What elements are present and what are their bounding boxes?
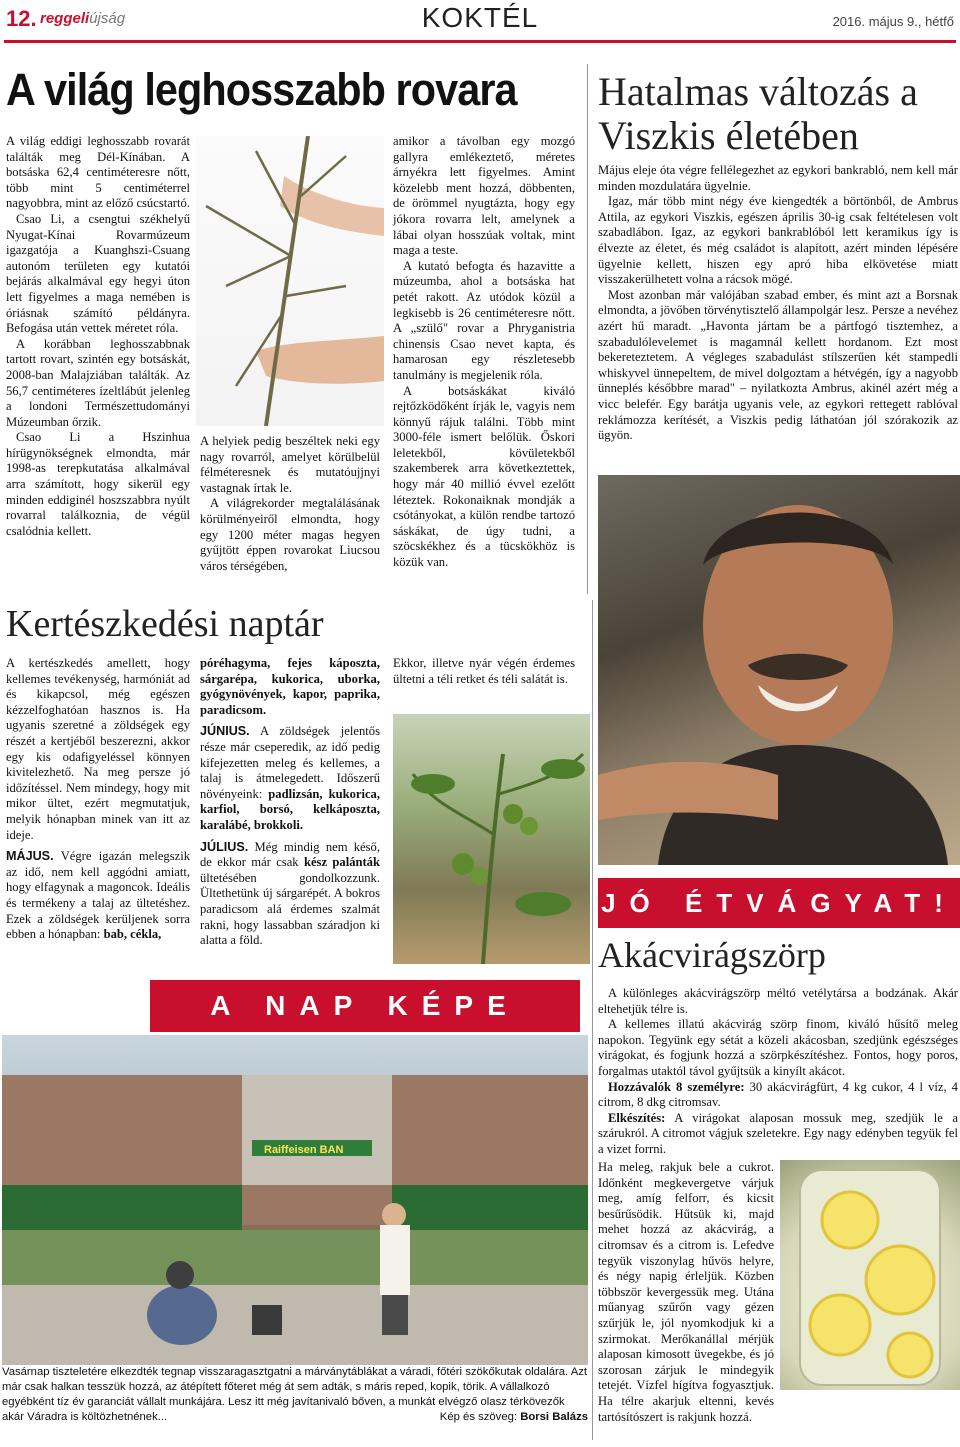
issue-date: 2016. május 9., hétfő — [832, 14, 954, 29]
garden-headline: Kertészkedési naptár — [6, 603, 324, 645]
insect-column-1 — [6, 134, 190, 539]
recipe-method — [598, 1111, 958, 1158]
method-continued: Ha meleg, rakjuk bele a cukrot. Időnként megkevergetve várjuk meg, amíg felforr, és kicsit besűrűsödik. Hűtsük ki, majd mehet hozzá az akácvirág, a citromsav és a citrom is. Lefedve tegyük viszonylag hűvös helyre, és négy napig érleljük. Közben többször kevergessük meg. Utána műanyag szűrőn vagy gézen szűrjük le, jól nyomkodjuk ki a szirmokat. Merőkanállal mérjük alaposan kimosott üvegekbe, és jó szorosan zárjuk le mindegyik tetejét. Vízfel hígítva fogyasztjuk. Ha télre akarjuk eltenni, kevés tartósítószert is rakjunk hozzá. — [598, 1160, 774, 1424]
viszkis-paragraph: Most azonban már valójában szabad ember, és mint azt a Borsnak elmondta, a jövőben törvénytisztelő állampolgár lesz. Persze a nevéhez azért hű maradt. „Havonta jártam be a pártfogó tisztemhez, a szabadulólevelemet is magamnál kellett hordanom. Ezt most bekereteztetem. A végleges szabadulást stílszerűen két stampedli whiskyvel ünnepeltem, de mivel dolgoztam a hétvégén, így a nagyobb ünneplés későbbre marad" – nyilatkozta Ambrus, akinél azért még a vicc belefér. Egy barátja ugyanis vele, az egykori rettegett rablóval reklámozza kerítését, a Viszkis pedig láthatóan jól szórakozik az ügyön. — [598, 287, 958, 443]
portrait-illustration — [598, 475, 960, 865]
recipe-text-top — [598, 986, 958, 1158]
bank-sign-text: Raiffeisen BAN — [264, 1144, 344, 1156]
square-illustration — [2, 1035, 588, 1365]
garden-july — [200, 840, 380, 949]
ingredients-list: 30 akácvirágfürt, 4 kg cukor, 4 l víz, 4 citrom, 8 dkg citromsav. — [598, 1079, 958, 1110]
viszkis-paragraph: Május eleje óta végre fellélegezhet az egykori bankrabló, nem kell már minden mozdulatára ügyelnie. — [598, 163, 958, 193]
garden-june — [200, 724, 380, 833]
recipe-text-bottom — [598, 1160, 774, 1425]
column-divider — [592, 600, 593, 1440]
insect-paragraph: A korábban leghosszabbnak tartott rovart, szintén egy botsáskát, 2008-ban Malajziában találták. Az 56,7 centiméteres ízeltlábút jelenleg a londoni Természettudományi Múzeumban őrzik. — [6, 336, 190, 429]
insect-paragraph: A helyiek pedig beszéltek neki egy nagy rovarról, amelyet körülbelül félméteresnek és mutatóujjnyi vastagnak írtak le. — [200, 434, 380, 495]
month-label: JÚNIUS. — [200, 724, 250, 739]
insect-column-2 — [200, 434, 380, 574]
credit-name: Borsi Balázs — [520, 1411, 588, 1423]
tomato-plant-photo — [393, 714, 590, 964]
insect-headline: A világ leghosszabb rovara — [6, 64, 517, 115]
month-text: A zöldségek jelentős része már cseperedik, az idő pedig kifejezetten meleg és kellemes, a talaj is átmelegedett. Időszerű növényeink: — [200, 724, 380, 801]
insect-column-3 — [393, 134, 575, 571]
viszkis-headline: Hatalmas változás a Viszkis életében — [598, 69, 918, 158]
ingredients-label: Hozzávalók 8 személyre: — [608, 1079, 745, 1094]
month-label: JÚLIUS. — [200, 839, 249, 854]
section-title: KOKTÉL — [421, 2, 539, 33]
brand-suffix: újság — [89, 10, 126, 27]
method-text: A virágokat alaposan mossuk meg, szedjük le a szárukról. A citromot vágjuk szeletekre. Egy nagy edényben tegyük fel a vizet forrni. — [598, 1110, 958, 1156]
garden-plants — [200, 656, 380, 718]
insect-paragraph: A világ eddigi leghosszabb rovarát találták meg Dél-Kínában. A botsáska 62,4 centiméteresre nőtt, több mint 5 centiméterrel nagyobbra, mint az előző csúcstartó. — [6, 134, 190, 211]
insect-paragraph: A kutató befogta és hazavitte a múzeumba, ahol a botsáska hat petét rakott. Az utódok közül a legkisebb is 26 centiméteresre nőtt. A „szülő" rovar a Phryganistria chinensis Csao nevet kapta, és hamarosan egy részletesebb tanulmány is megjelenik róla. — [393, 258, 575, 382]
page-number: 12. — [6, 6, 37, 31]
recipe-headline: Akácvirágszörp — [598, 935, 826, 975]
credit-label: Kép és szöveg: — [439, 1411, 518, 1423]
garden-column-2 — [200, 656, 380, 949]
plant-list: bab, cékla, — [103, 927, 162, 942]
garden-column-3 — [393, 656, 575, 687]
tomato-illustration — [393, 714, 590, 964]
insect-paragraph: amikor a távolban egy mozgó gallyra emlékeztető, méretes árnyékra lett figyelmes. Amint közelebb ment hozzá, döbbenten, de örömmel nyugtázta, hogy egy jókora rovarra lelt, amelynek a lábai olyan hosszúak voltak, mint maga a teste. — [393, 134, 575, 258]
syrup-jar-photo — [780, 1160, 960, 1390]
garden-may — [6, 849, 190, 943]
recipe-banner: JÓ ÉTVÁGYAT! — [598, 878, 960, 928]
month-text: Végre igazán melegszik az idő, nem kell aggódni amiatt, hogy elfagynak a magoncok. Ideális és termékeny a talaj az ültetéshez. Ezek a zöldségek kerüljenek sorra ebben a hónapban: — [6, 849, 191, 942]
brand-main: reggeli — [40, 10, 90, 27]
insect-paragraph: A botsáskákat kiváló rejtőzködőként írják le, vagyis nem könnyű rájuk találni. Több mint 3000-féle ismert belőlük. Őskori leletekből, kövületekből szakemberek arra következtettek, hogy már 40 millió évvel ezelőtt léteztek. Rokonaiknak mondják a csótányokat, a külön rendbe tartozó sáskákat, de úgy tudni, a szöcskékhez és a tücskökhöz is közük van. — [393, 383, 575, 570]
insect-paragraph: Csao Li, a csengtui székhelyű Nyugat-Kínai Rovarmúzeum igazgatója a Kuanghszi-Csuang autonóm területen egy kutatói bejárás alkalmával egy hegyi úton lett figyelmes a maga nemében is óriásnak számító példányra. Befogása után vettek méretet róla. — [6, 211, 190, 336]
garden-column-1 — [6, 656, 190, 943]
month-label: MÁJUS. — [6, 849, 54, 864]
garden-note: Ekkor, illetve nyár végén érdemes ültetni a téli retket és téli salátát is. — [393, 656, 575, 686]
month-text: Még mindig nem késő, de ekkor már csak — [200, 839, 380, 870]
photo-of-the-day-banner: A NAP KÉPE — [150, 980, 580, 1032]
stick-insect-photo — [196, 136, 384, 426]
viszkis-text — [598, 163, 958, 444]
plant-list: padlizsán, kukorica, karfiol, borsó, kelkáposzta, karalábé, brokkoli. — [200, 786, 380, 832]
jar-illustration — [780, 1160, 960, 1390]
photo-credit — [440, 1410, 588, 1425]
photo-caption — [2, 1365, 588, 1425]
main-square-photo — [2, 1035, 588, 1365]
stick-insect-illustration — [196, 136, 384, 426]
method-label: Elkészítés: — [608, 1110, 666, 1125]
insect-paragraph: A világrekorder megtalálásának körülményeiről elmondta, hogy egy 1200 méter magas hegyen gyűjtött éppen rovarokat Liucsou város térségében, — [200, 496, 380, 573]
plant-list: póréhagyma, fejes káposzta, sárgarépa, kukorica, uborka, gyógynövények, kapor, paprika, paradicsom. — [200, 656, 380, 717]
insect-paragraph: Csao Li a Hszinhua hírügynökségnek elmondta, már 1998-as terepkutatása alkalmával arra számított, hogy sikerül egy minden eddiginél hoszszabbra nyúlt rovarral találkoznia, de végül csalódnia kellett. — [6, 430, 190, 538]
recipe-ingredients — [598, 1080, 958, 1111]
garden-intro: A kertészkedés amellett, hogy kellemes tevékenység, harmóniát ad és kikapcsol, még egészen kézzelfoghatóan hasznos is. Ha ugyanis szeretné a zöldségek egy részét a kertjéből beszerezni, akkor egy kis odafigyeléssel könnyen kivitelezhető. Na meg persze jó időzítéssel. Nem mindegy, hogy mit mikor ültet, ezért megmutatjuk, melyik hónapban minek van itt az ideje. — [6, 656, 190, 842]
viszkis-paragraph: Igaz, már több mint négy éve kiengedték a börtönből, de Ambrus Attila, az egykori Viszkis, egészen április 30-ig csak feltételesen volt szabadlábon. Igaz, az egykori bankrablóból lett keramikus így is élvezte az életet, és még családot is alapított, azért minden lépésére ügyelnie kellett, hiszen egy apró hiba elkövetése miatt visszakerülhetett volna a rácsok mögé. — [598, 194, 958, 287]
recipe-paragraph: A különleges akácvirágszörp méltó vetélytársa a bodzának. Akár eltehetjük télre is. — [598, 986, 958, 1016]
plant-list: kész palánták — [303, 855, 380, 870]
header-divider — [4, 40, 956, 43]
ambrus-attila-photo — [598, 475, 960, 865]
recipe-paragraph: A kellemes illatú akácvirág szörp finom, kiváló hűsítő meleg napokon. Tegyünk egy sétát a közeli akácosban, szedjünk egészséges virágokat, és fogjunk hozzá a szörpkészítéshez. Fontos, hogy poros, forgalmas utaktól távol gyűjtsük a kinyílt akácot. — [598, 1017, 958, 1078]
column-divider — [587, 64, 588, 594]
caption-text: Vasárnap tiszteletére elkezdték tegnap visszaragasztgatni a márványtáblákat a váradi, főtéri szökőkutak oldalára. Azt már csak halkan tesszük hozzá, az átépített főteret még át sem adták, s máris reped, kopik, törik. A vállalkozó egyébként tíz év garanciát vállalt munkájára. Lesz itt még javítanivaló bőven, a munkát elvégző olasz térkövezők akár Váradra is költözhetnének... — [2, 1366, 588, 1423]
month-text: ültetésében gondolkozzunk. Ültethetünk új sárgarépét. A bokros paradicsom alá érdemes szalmát rakni, hogy lassabban száradjon ki alatta a föld. — [200, 870, 380, 948]
